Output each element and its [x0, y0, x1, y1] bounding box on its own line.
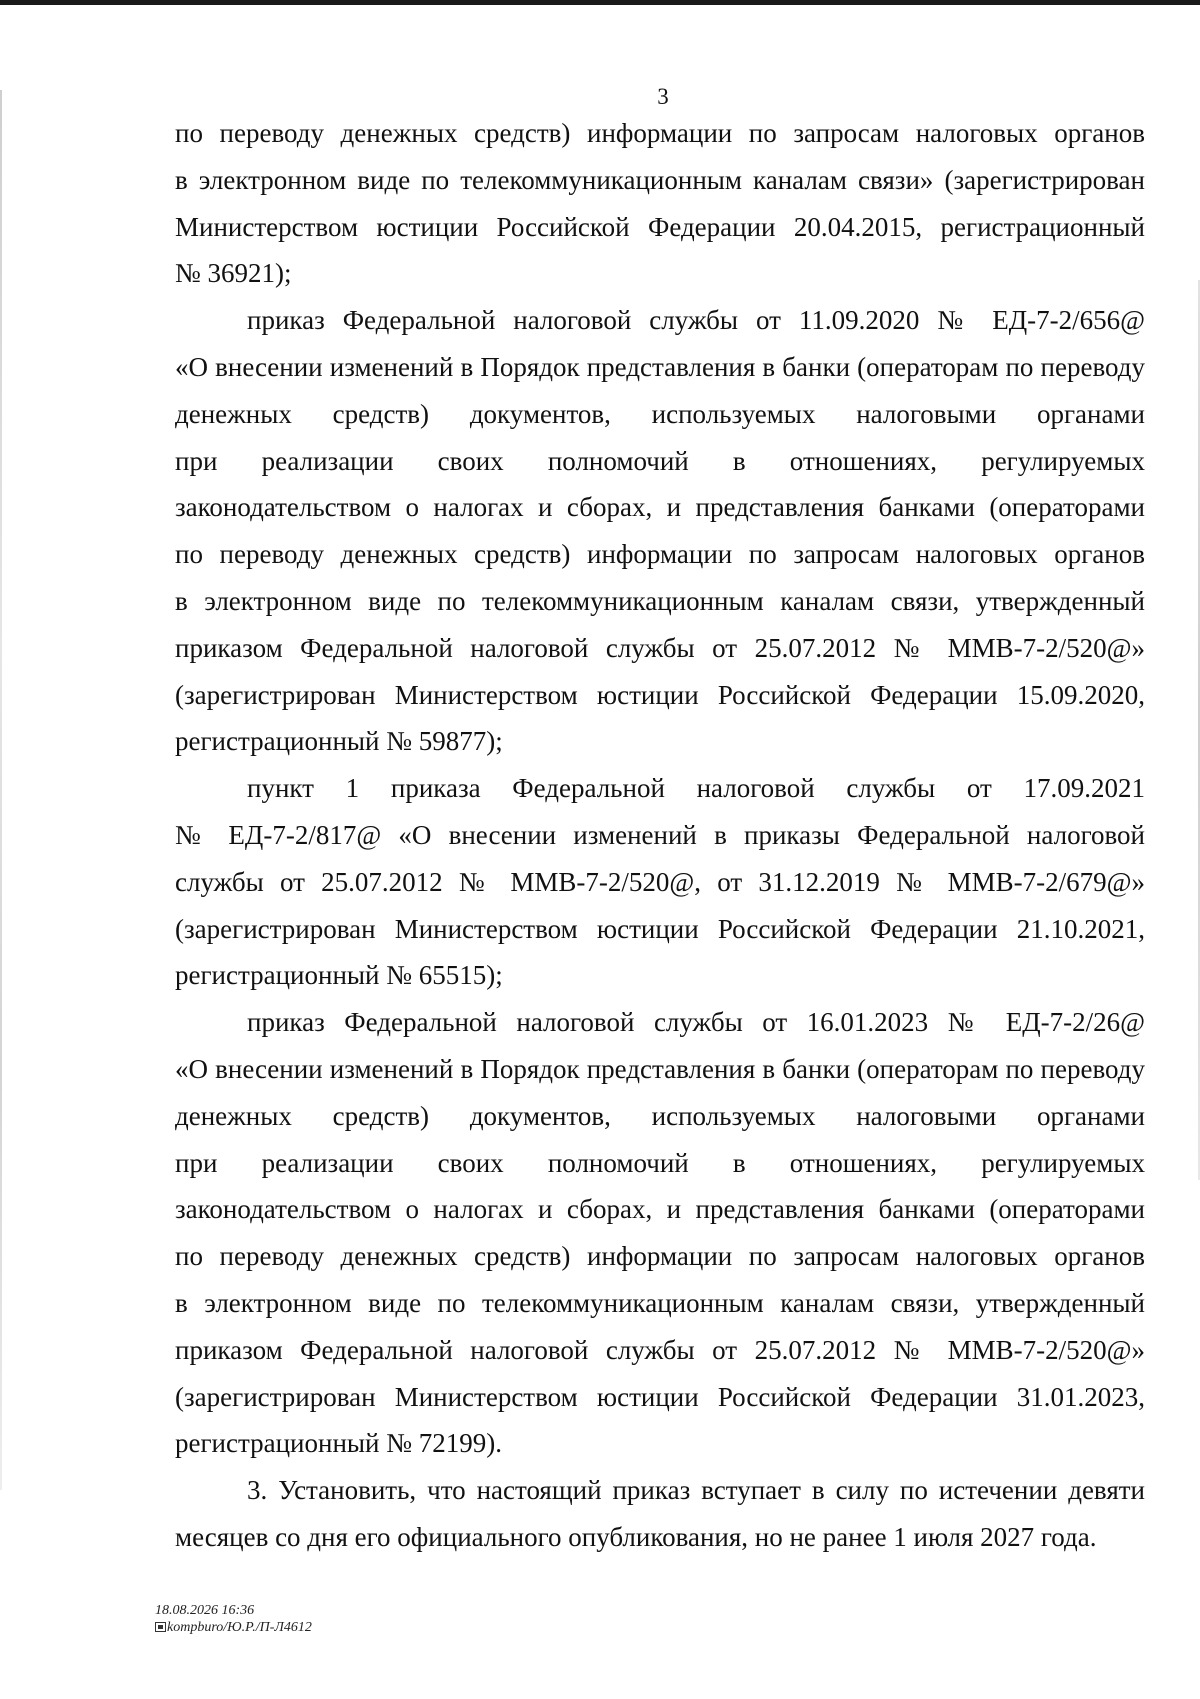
text-line: 3. Установить, что настоящий приказ вступает в силу по истечении девяти	[247, 1475, 1145, 1506]
text-line: приказом Федеральной налоговой службы от 25.07.2012 № ММВ-7-2/520@»	[175, 632, 1145, 663]
paragraph-order-2020	[175, 297, 1145, 765]
paragraph-effective-date	[175, 1467, 1145, 1561]
text-line: денежных средств) документов, используемых налоговыми органами	[175, 398, 1145, 429]
text-line: по переводу денежных средств) информации по запросам налоговых органов	[175, 118, 1145, 148]
page-number: 3	[657, 84, 669, 109]
text-line: пункт 1 приказа Федеральной налоговой службы от 17.09.2021	[247, 773, 1145, 804]
footer-path-line	[155, 1619, 312, 1636]
text-line: в электронном виде по телекоммуникационным каналам связи, утвержденный	[175, 585, 1145, 616]
text-line: законодательством о налогах и сборах, и представления банками (операторами	[175, 1194, 1145, 1225]
text-line: в электронном виде по телекоммуникационным каналам связи, утвержденный	[175, 1287, 1145, 1318]
text-line: регистрационный № 59877);	[175, 726, 503, 757]
text-line: при реализации своих полномочий в отношениях, регулируемых	[175, 1147, 1145, 1178]
text-line: по переводу денежных средств) информации по запросам налоговых органов	[175, 539, 1145, 570]
text-line: приказ Федеральной налоговой службы от 11.09.2020 № ЕД-7-2/656@	[247, 305, 1145, 336]
paragraph-order-2021	[175, 765, 1145, 999]
text-line: Министерством юстиции Российской Федерации 20.04.2015, регистрационный	[175, 211, 1145, 242]
paragraph-continuation	[175, 110, 1145, 297]
document-body	[175, 110, 1145, 1561]
text-line: по переводу денежных средств) информации по запросам налоговых органов	[175, 1241, 1145, 1272]
text-line: № 36921);	[175, 258, 292, 289]
text-line: (зарегистрирован Министерством юстиции Российской Федерации 21.10.2021,	[175, 913, 1145, 944]
text-line: «О внесении изменений в Порядок представления в банки (операторам по переводу	[175, 351, 1145, 382]
text-line: службы от 25.07.2012 № ММВ-7-2/520@, от 31.12.2019 № ММВ-7-2/679@»	[175, 866, 1145, 897]
text-line: законодательством о налогах и сборах, и представления банками (операторами	[175, 492, 1145, 523]
paragraph-order-2023	[175, 999, 1145, 1467]
text-line: приказ Федеральной налоговой службы от 16.01.2023 № ЕД-7-2/26@	[247, 1007, 1145, 1038]
text-line: в электронном виде по телекоммуникационным каналам связи» (зарегистрирован	[175, 164, 1145, 195]
footer-timestamp: 18.08.2026 16:36	[155, 1603, 255, 1618]
footer-path: kompburo/Ю.Р./П-Л4612	[167, 1620, 312, 1635]
text-line: денежных средств) документов, используемых налоговыми органами	[175, 1100, 1145, 1131]
text-line: (зарегистрирован Министерством юстиции Российской Федерации 15.09.2020,	[175, 679, 1145, 710]
text-line: «О внесении изменений в Порядок представления в банки (операторам по переводу	[175, 1053, 1145, 1084]
text-line: регистрационный № 72199).	[175, 1428, 502, 1459]
scan-border-top	[0, 0, 1200, 5]
document-icon	[155, 1622, 166, 1632]
text-line: № ЕД-7-2/817@ «О внесении изменений в приказы Федеральной налоговой	[175, 819, 1145, 850]
text-line: регистрационный № 65515);	[175, 960, 503, 991]
text-line: при реализации своих полномочий в отношениях, регулируемых	[175, 445, 1145, 476]
scan-border-left	[0, 90, 2, 1490]
text-line: месяцев со дня его официального опубликования, но не ранее 1 июля 2027 года.	[175, 1521, 1097, 1552]
document-footer	[155, 1602, 312, 1636]
text-line: приказом Федеральной налоговой службы от 25.07.2012 № ММВ-7-2/520@»	[175, 1334, 1145, 1365]
text-line: (зарегистрирован Министерством юстиции Российской Федерации 31.01.2023,	[175, 1381, 1145, 1412]
